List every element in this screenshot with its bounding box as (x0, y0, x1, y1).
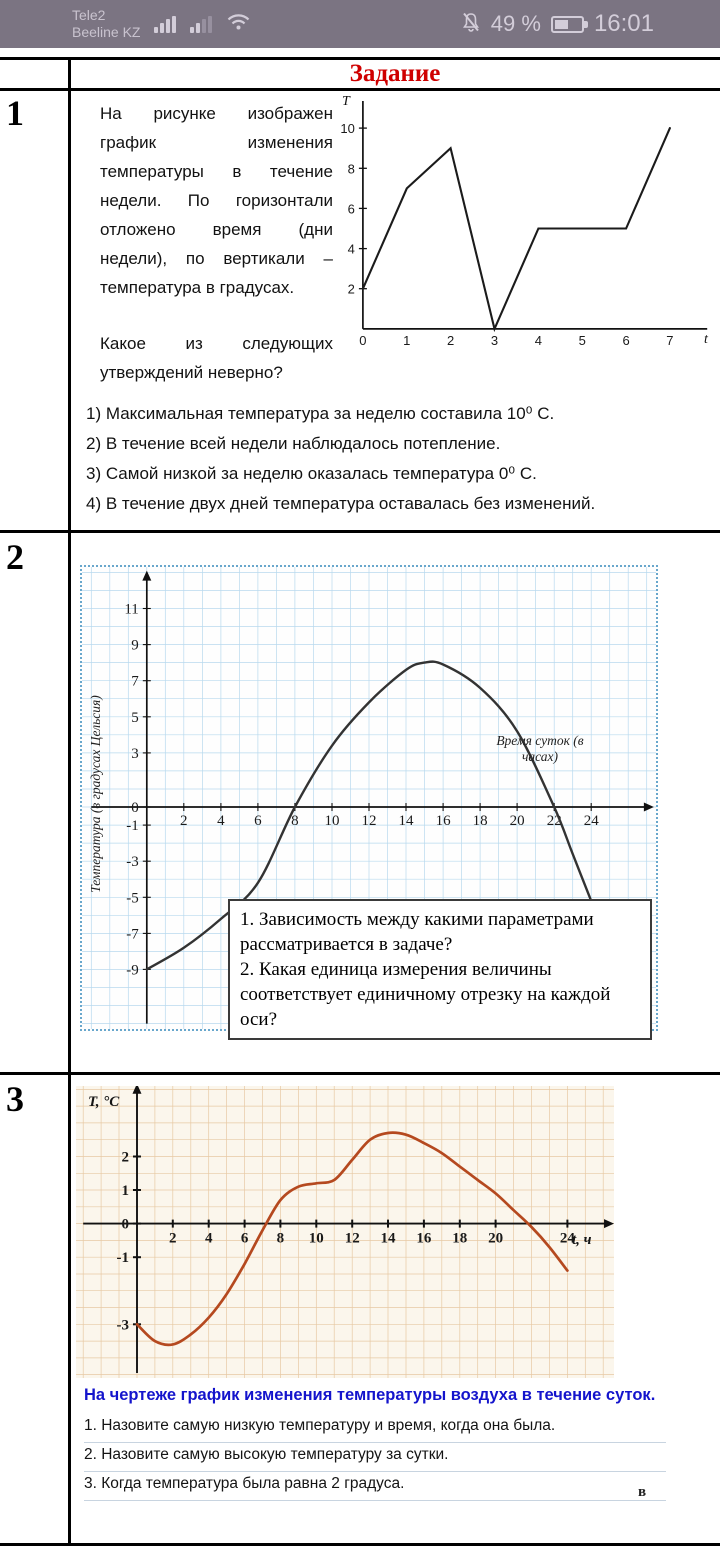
chart3-x-axis-label: t, ч (572, 1232, 592, 1248)
svg-text:16: 16 (435, 813, 451, 830)
svg-text:4: 4 (217, 813, 225, 830)
svg-text:12: 12 (344, 1230, 360, 1247)
svg-text:20: 20 (509, 813, 525, 830)
svg-text:24: 24 (583, 813, 599, 830)
svg-text:-1: -1 (126, 818, 139, 835)
status-bar (0, 0, 720, 48)
svg-text:4: 4 (204, 1230, 213, 1247)
chart1-y-axis-label: T (342, 94, 350, 109)
task1-question: Какое из следующих утверждений неверно? (100, 334, 333, 382)
svg-text:3: 3 (490, 332, 499, 348)
battery-percent-text: 49 % (490, 11, 541, 36)
svg-text:-1: -1 (116, 1250, 129, 1267)
week-temperature-chart-canvas (330, 96, 716, 356)
carrier-line2: Beeline KZ (72, 24, 141, 40)
svg-text:9: 9 (131, 637, 139, 654)
day-temperature-chart-orange-canvas (76, 1086, 614, 1378)
svg-text:1: 1 (403, 332, 411, 348)
task3-item-1: 1. Назовите самую низкую температуру и время, когда она была. (84, 1414, 666, 1443)
week-temperature-chart (330, 96, 716, 356)
svg-text:-3: -3 (126, 854, 139, 871)
task2-questions-overlay (228, 899, 652, 1040)
status-icons (154, 12, 251, 36)
task1-option-1: 1) Максимальная температура за неделю составила 10⁰ С. (86, 404, 555, 423)
svg-text:2: 2 (121, 1149, 129, 1166)
svg-text:5: 5 (131, 709, 139, 726)
task3-item-3: 3. Когда температура была равна 2 градуса. (84, 1472, 666, 1501)
carrier-names (72, 7, 140, 41)
table-border-row2 (0, 1072, 720, 1075)
svg-text:24: 24 (559, 1230, 575, 1247)
task3-item-2: 2. Назовите самую высокую температуру за сутки. (84, 1443, 666, 1472)
wifi-icon (226, 12, 251, 36)
chart2-y-axis-label: Температура (в градусах Цельсия) (88, 695, 103, 893)
svg-text:6: 6 (240, 1230, 249, 1247)
svg-text:2: 2 (347, 281, 355, 297)
task1-option-4: 4) В течение двух дней температура оставалась без изменений. (86, 494, 596, 513)
chart2-x-axis-label: Время суток (в часах) (496, 733, 584, 764)
svg-text:0: 0 (359, 332, 367, 348)
day-temperature-chart-blue (80, 565, 658, 1031)
task2-question-2: 2. Какая единица измерения величины соответствует единичному отрезку на каждой оси? (240, 959, 611, 1030)
status-right-cluster (461, 10, 654, 38)
svg-text:0: 0 (131, 800, 139, 816)
corner-mark: в (638, 1484, 647, 1500)
task1-paragraph: На рисунке изображен график изменения температуры в течение недели. По горизонтали отложено время (дни недели), по вертикали – температура в градусах. (100, 104, 333, 297)
svg-text:18: 18 (472, 813, 488, 830)
task3-caption: На чертеже график изменения температуры воздуха в течение суток. (84, 1386, 656, 1404)
chart1-x-axis-label: t (704, 332, 708, 347)
task3-text-block (84, 1386, 684, 1501)
svg-text:10: 10 (308, 1230, 324, 1247)
svg-text:8: 8 (276, 1230, 285, 1247)
svg-text:8: 8 (347, 161, 355, 177)
row-number-3: 3 (6, 1079, 24, 1119)
svg-text:4: 4 (347, 241, 355, 257)
svg-text:6: 6 (254, 813, 262, 830)
svg-text:2: 2 (446, 332, 455, 348)
svg-text:7: 7 (131, 673, 139, 690)
chart3-y-axis-label: T, °C (88, 1094, 120, 1110)
notification-off-icon (461, 11, 481, 38)
svg-text:14: 14 (398, 813, 414, 830)
svg-text:20: 20 (488, 1230, 504, 1247)
svg-text:6: 6 (347, 201, 355, 217)
svg-text:11: 11 (124, 601, 139, 618)
task1-options (86, 399, 712, 519)
svg-text:4: 4 (534, 332, 543, 348)
svg-text:-7: -7 (126, 926, 139, 943)
row-number-2: 2 (6, 537, 24, 577)
page-title: Задание (349, 60, 441, 87)
svg-text:16: 16 (416, 1230, 432, 1247)
svg-text:22: 22 (546, 813, 562, 830)
svg-text:14: 14 (380, 1230, 396, 1247)
task1-option-2: 2) В течение всей недели наблюдалось потепление. (86, 434, 501, 453)
signal-strength-icon-2 (190, 15, 212, 33)
svg-text:0: 0 (121, 1216, 129, 1233)
svg-text:1: 1 (121, 1183, 129, 1199)
svg-text:-5: -5 (126, 890, 139, 907)
signal-strength-icon (154, 15, 176, 33)
svg-text:8: 8 (291, 813, 299, 830)
svg-text:3: 3 (131, 745, 139, 762)
table-border-header (0, 88, 720, 91)
carrier-line1: Tele2 (72, 7, 106, 23)
row-number-1: 1 (6, 93, 24, 133)
svg-text:7: 7 (666, 332, 674, 348)
day-temperature-chart-orange (76, 1086, 614, 1378)
svg-text:-3: -3 (116, 1317, 129, 1334)
task1-text (100, 99, 333, 387)
svg-text:10: 10 (324, 813, 340, 830)
table-border-row1 (0, 530, 720, 533)
svg-text:-9: -9 (126, 962, 139, 979)
table-border-left-column (68, 57, 71, 1546)
svg-text:12: 12 (361, 813, 377, 830)
svg-text:5: 5 (578, 332, 586, 348)
svg-text:2: 2 (180, 813, 188, 830)
battery-icon (551, 16, 584, 33)
svg-text:6: 6 (622, 332, 630, 348)
svg-text:18: 18 (452, 1230, 468, 1247)
task1-option-3: 3) Самой низкой за неделю оказалась температура 0⁰ С. (86, 464, 537, 483)
table-border-bottom (0, 1543, 720, 1546)
clock-time: 16:01 (593, 10, 654, 37)
task2-question-1: 1. Зависимость между какими параметрами рассматривается в задаче? (240, 909, 594, 955)
svg-text:2: 2 (169, 1230, 177, 1247)
svg-text:10: 10 (340, 121, 355, 137)
